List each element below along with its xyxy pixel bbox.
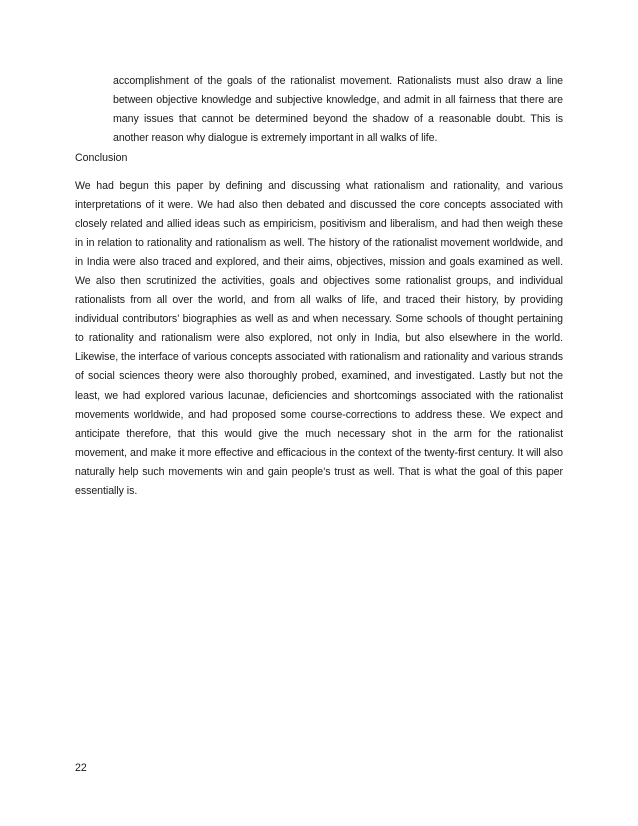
section-heading: Conclusion — [75, 152, 128, 164]
conclusion-paragraph: We had begun this paper by defining and discussing what rationalism and rationality, and various interpretations of it were. We had also then debated and discussed the core concepts associated with closely related and allied ideas such as empiricism, positivism and liberalism, and had then weigh these in in relation to rationality and rationalism as well. The history of the rationalist movement worldwide, and in India were also traced and explored, and their aims, objectives, mission and goals examined as well. We also then scrutinized the activities, goals and objectives some rationalist groups, and individual rationalists from all over the world, and from all walks of life, and traced their history, by providing individual contributors’ biographies as well as and when necessary. Some schools of thought pertaining to rationality and rationalism were also explored, not only in India, but also elsewhere in the world. Likewise, the interface of various concepts associated with rationalism and rationality and various strands of social sciences theory were also thoroughly probed, examined, and investigated. Lastly but not the least, we had explored various lacunae, deficiencies and shortcomings associated with the rationalist movements worldwide, and had proposed some course-corrections to address these. We expect and anticipate therefore, that this would give the much necessary shot in the arm for the rationalist movement, and make it more effective and efficacious in the context of the twenty-first century. It will also naturally help such movements win and gain people’s trust as well. That is what the goal of this paper essentially is. — [75, 180, 563, 497]
page-number: 22 — [75, 762, 87, 774]
continued-paragraph: accomplishment of the goals of the rationalist movement. Rationalists must also draw a line between objective knowledge and subjective knowledge, and admit in all fairness that there are many issues that cannot be determined beyond the shadow of a reasonable doubt. This is another reason why dialogue is extremely important in all walks of life. — [113, 75, 563, 145]
